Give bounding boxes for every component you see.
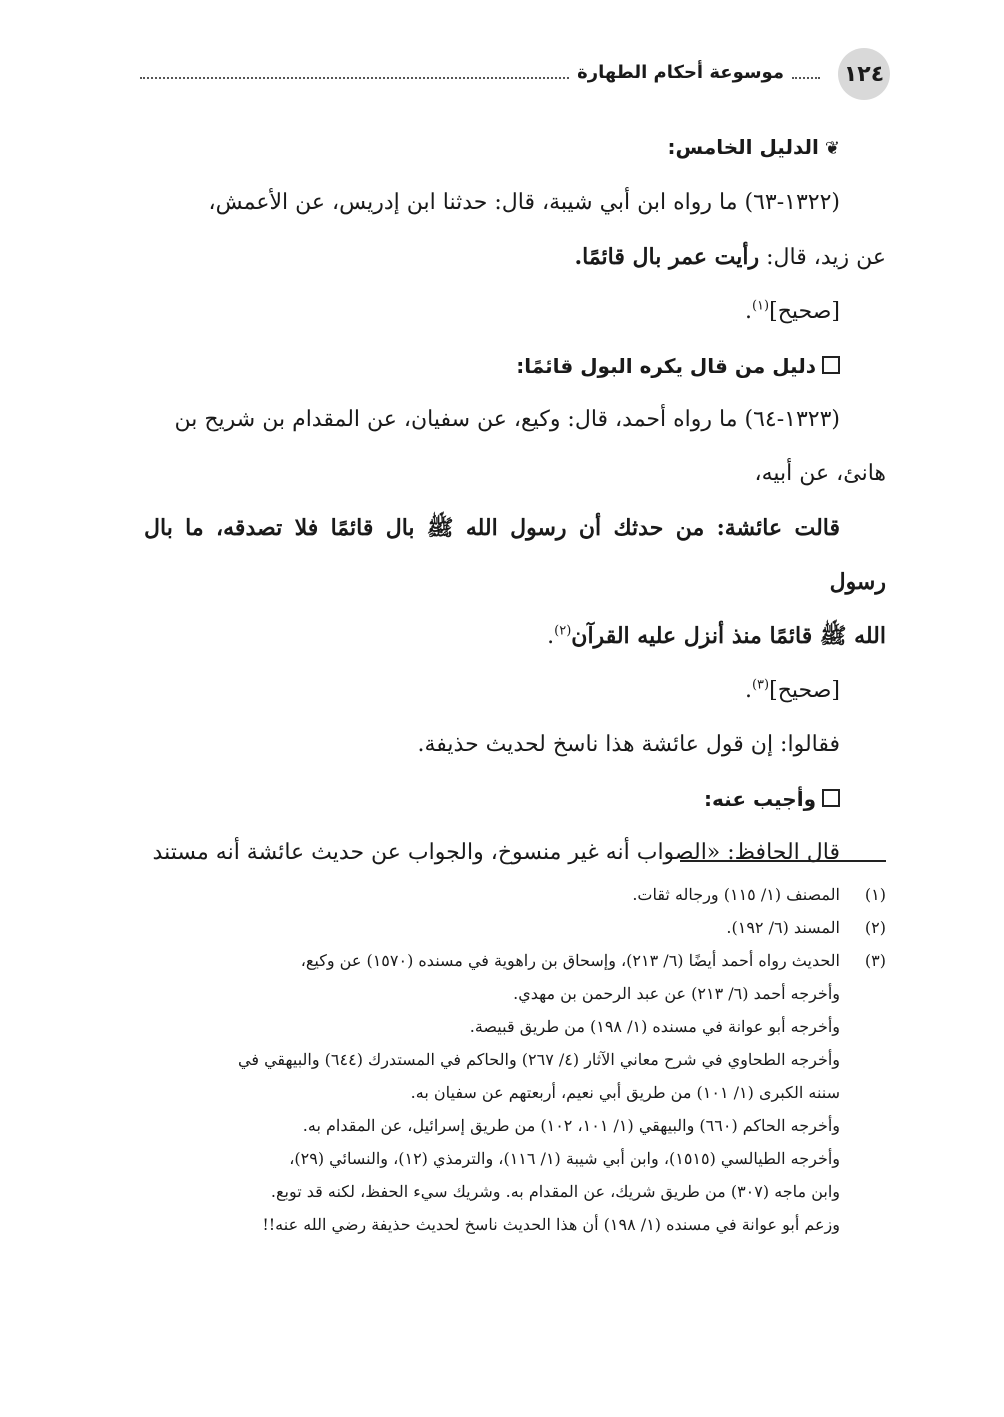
running-title: موسوعة أحكام الطهارة xyxy=(577,62,784,83)
footnote xyxy=(144,944,886,1241)
paragraph-line xyxy=(144,230,886,285)
bold-quote: رأيت عمر بال قائمًا. xyxy=(574,244,760,270)
grade-text: [صحيح] xyxy=(769,678,840,703)
footnote-line: وأخرجه أبو عوانة في مسنده (١/ ١٩٨) من طريق قبيصة. xyxy=(469,1017,840,1036)
footnotes xyxy=(144,878,886,1241)
footnote xyxy=(144,911,886,944)
paragraph-line: قال الحافظ: «الصواب أنه غير منسوخ، والجواب عن حديث عائشة أنه مستند xyxy=(152,840,840,865)
bold-quote: الله ﷺ قائمًا منذ أنزل عليه القرآن xyxy=(571,623,886,649)
dotted-leader-left xyxy=(140,67,569,79)
text-span: . xyxy=(547,624,555,649)
footnote-line: وأخرجه أحمد (٦/ ٢١٣) عن عبد الرحمن بن مهدي. xyxy=(513,984,840,1003)
footnote-line: سننه الكبرى (١/ ١٠١) من طريق أبي نعيم، أربعتهم عن سفيان به. xyxy=(410,1083,840,1102)
footnote-line: وزعم أبو عوانة في مسنده (١/ ١٩٨) أن هذا الحديث ناسخ لحديث حذيفة رضي الله عنه!! xyxy=(262,1215,840,1234)
footnote-number: (٣) xyxy=(864,951,886,970)
footnote-body xyxy=(144,878,840,911)
footnote xyxy=(144,878,886,911)
ornament-leaf-icon: ❦ xyxy=(824,138,840,159)
footnote-line: وأخرجه الطيالسي (١٥١٥)، وابن أبي شيبة (١/ ١١٦)، والترمذي (١٢)، والنسائي (٢٩)، xyxy=(289,1149,840,1168)
page-number: ١٢٤ xyxy=(838,48,890,100)
paragraph-line xyxy=(144,609,886,664)
heading-text: دليل من قال يكره البول قائمًا: xyxy=(516,354,816,378)
footnote-line: المسند (٦/ ١٩٢). xyxy=(726,918,840,937)
footnote-line: وابن ماجه (٣٠٧) من طريق شريك، عن المقدام به. وشريك سيء الحفظ، لكنه قد توبع. xyxy=(270,1182,840,1201)
footnote-ref: (٢) xyxy=(554,623,572,639)
footnote-ref: (٣) xyxy=(751,677,770,693)
paragraph-line: (١٣٢٢-٦٣) ما رواه ابن أبي شيبة، قال: حدثنا ابن إدريس، عن الأعمش، xyxy=(208,190,840,215)
footnote-separator xyxy=(680,860,886,862)
dotted-leader-right xyxy=(792,67,820,79)
grading-line xyxy=(144,664,886,718)
footnote-line: وأخرجه الحاكم (٦٦٠) والبيهقي (١/ ١٠١، ١٠٢) من طريق إسرائيل، عن المقدام به. xyxy=(302,1116,840,1135)
paragraph-line: قالت عائشة: من حدثك أن رسول الله ﷺ بال قائمًا فلا تصدقه، ما بال رسول xyxy=(144,515,886,595)
footnote-body xyxy=(144,944,840,1241)
running-title-row xyxy=(140,62,820,83)
paragraph-line: فقالوا: إن قول عائشة هذا ناسخ لحديث حذيفة. xyxy=(417,732,840,757)
footnote-line: وأخرجه الطحاوي في شرح معاني الآثار (٤/ ٢٦٧) والحاكم في المستدرك (٦٤٤) والبيهقي في xyxy=(238,1050,840,1069)
text-span: . xyxy=(744,299,752,324)
grading-line xyxy=(144,285,886,339)
square-bullet-icon xyxy=(822,356,840,374)
grade-text: [صحيح] xyxy=(769,299,840,324)
paragraph-line: (١٣٢٣-٦٤) ما رواه أحمد، قال: وكيع، عن سفيان، عن المقدام بن شريح بن xyxy=(174,407,840,432)
section-heading-fifth-evidence xyxy=(144,120,886,176)
page-header xyxy=(140,48,890,98)
heading-text: وأجيب عنه: xyxy=(704,787,816,811)
main-text xyxy=(144,120,886,880)
footnote-line: الحديث رواه أحمد أيضًا (٦/ ٢١٣)، وإسحاق بن راهوية في مسنده (١٥٧٠) عن وكيع، xyxy=(300,951,840,970)
footnote-ref: (١) xyxy=(751,298,770,314)
text-span: . xyxy=(744,678,752,703)
section-heading-response xyxy=(144,772,886,826)
text-span: عن زيد، قال: xyxy=(759,245,886,270)
heading-text: الدليل الخامس: xyxy=(667,135,819,159)
footnote-number: (١) xyxy=(864,885,886,904)
footnote-line: المصنف (١/ ١١٥) ورجاله ثقات. xyxy=(632,885,840,904)
section-heading-dislike-evidence xyxy=(144,339,886,393)
footnote-number: (٢) xyxy=(864,918,886,937)
footnote-body xyxy=(144,911,840,944)
square-bullet-icon xyxy=(822,789,840,807)
paragraph-line: هانئ، عن أبيه، xyxy=(754,461,886,486)
